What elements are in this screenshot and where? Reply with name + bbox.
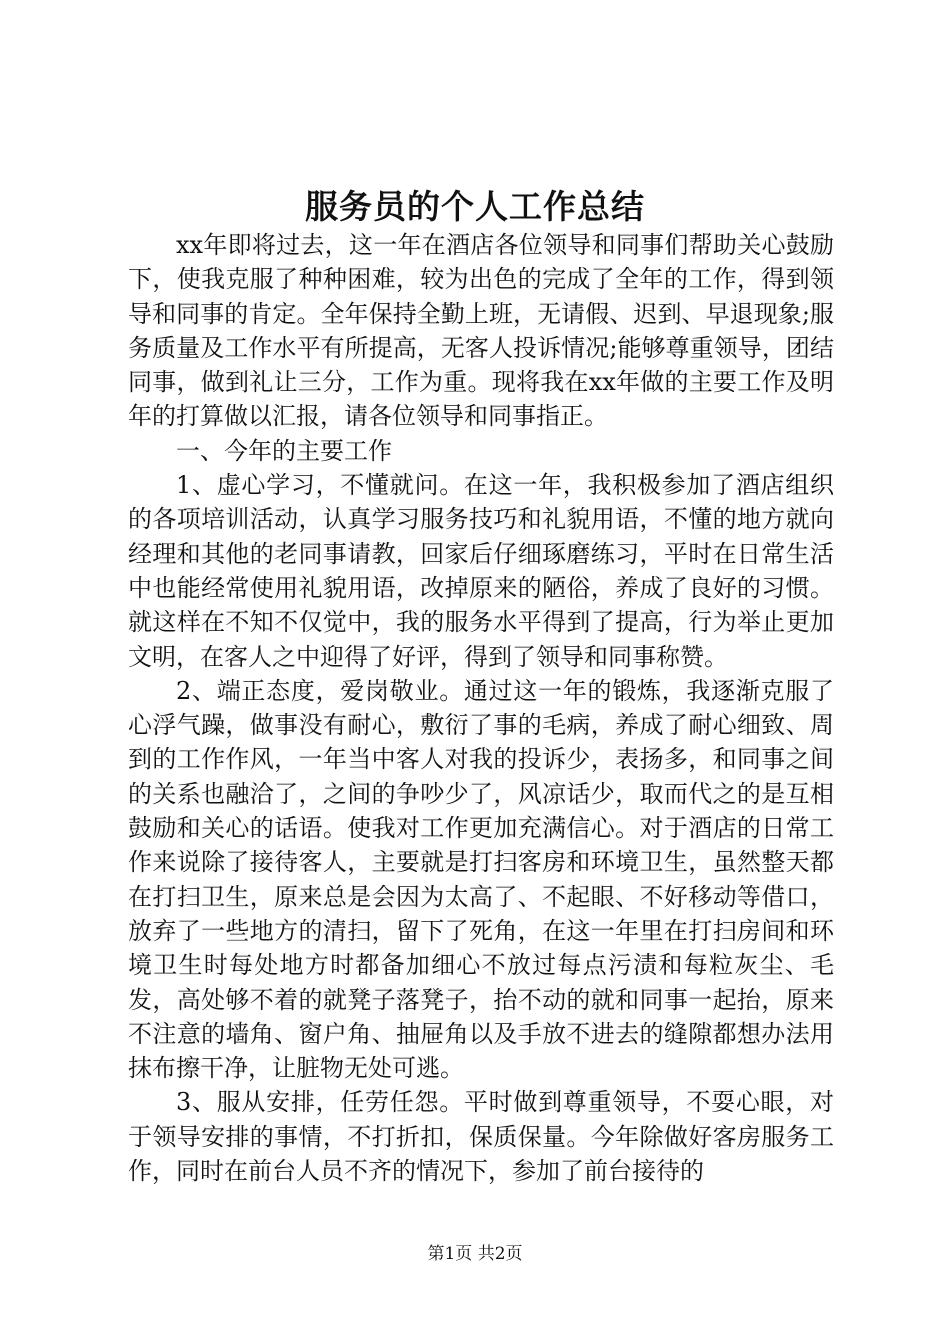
page-footer: 第1页 共2页	[427, 1244, 523, 1264]
paragraph-intro: xx年即将过去，这一年在酒店各位领导和同事们帮助关心鼓励下，使我克服了种种困难，较为出色的完成了全年的工作，得到领导和同事的肯定。全年保持全勤上班，无请假、迟到、早退现象;服务质量及工作水平有所提高，无客人投诉情况;能够尊重领导，团结同事，做到礼让三分，工作为重。现将我在xx年做的主要工作及明年的打算做以汇报，请各位领导和同事指正。	[128, 231, 834, 431]
paragraph-item-2: 2、端正态度，爱岗敬业。通过这一年的锻炼，我逐渐克服了心浮气躁，做事没有耐心，敷衍了事的毛病，养成了耐心细致、周到的工作作风，一年当中客人对我的投诉少，表扬多，和同事之间的关系也融洽了，之间的争吵少了，风凉话少，取而代之的是互相鼓励和关心的话语。使我对工作更加充满信心。对于酒店的日常工作来说除了接待客人，主要就是打扫客房和环境卫生，虽然整天都在打扫卫生，原来总是会因为太高了、不起眼、不好移动等借口，放弃了一些地方的清扫，留下了死角，在这一年里在打扫房间和环境卫生时每处地方时都备加细心不放过每点污渍和每粒灰尘、毛发，高处够不着的就凳子落凳子，抬不动的就和同事一起抬，原来不注意的墙角、窗户角、抽屉角以及手放不进去的缝隙都想办法用抹布擦干净，让脏物无处可逃。	[128, 676, 834, 1083]
paragraph-item-3: 3、服从安排，任劳任怨。平时做到尊重领导，不耍心眼，对于领导安排的事情，不打折扣，保质保量。今年除做好客房服务工作，同时在前台人员不齐的情况下，参加了前台接待的	[128, 1088, 834, 1186]
page-title: 服务员的个人工作总结	[305, 187, 645, 226]
paragraph-item-1: 1、虚心学习，不懂就问。在这一年，我积极参加了酒店组织的各项培训活动，认真学习服务技巧和礼貌用语，不懂的地方就向经理和其他的老同事请教，回家后仔细琢磨练习，平时在日常生活中也能经常使用礼貌用语，改掉原来的陋俗，养成了良好的习惯。就这样在不知不仅觉中，我的服务水平得到了提高，行为举止更加文明，在客人之中迎得了好评，得到了领导和同事称赞。	[128, 471, 834, 671]
document-body	[128, 228, 834, 1188]
section-heading: 一、今年的主要工作	[176, 436, 392, 465]
